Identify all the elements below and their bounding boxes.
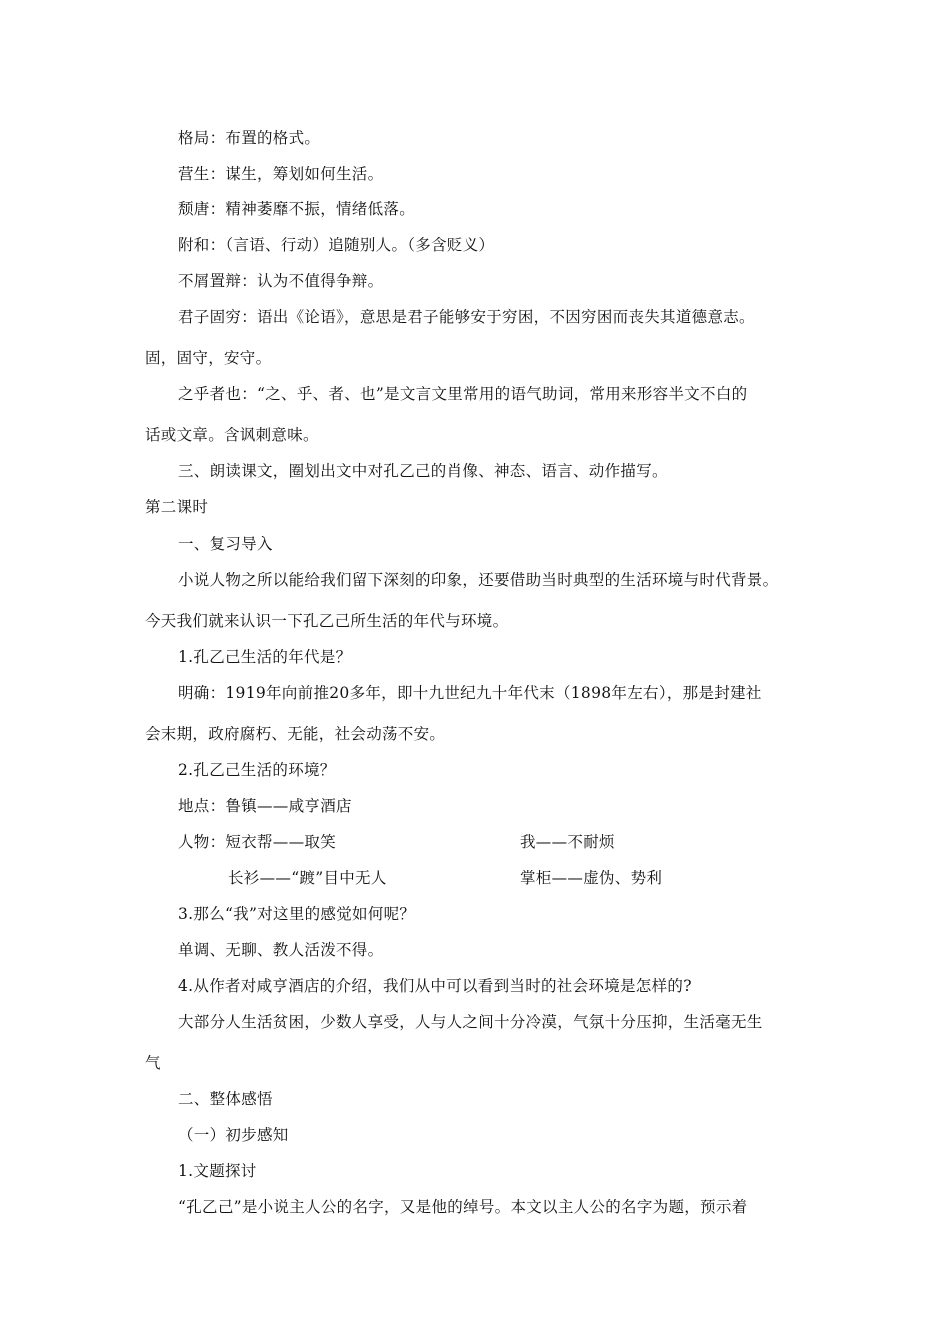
characters-shopkeeper: 掌柜——虚伪、势利: [520, 869, 663, 887]
answer-four: 大部分人生活贫困，少数人享受，人与人之间十分冷漠，气氛十分压抑，生活毫无生: [178, 1013, 763, 1031]
intro-paragraph-cont: 今天我们就来认识一下孔乙己所生活的年代与环境。: [145, 612, 509, 630]
characters-long-gown: 长衫——“踱”目中无人: [228, 869, 387, 887]
gloss-fuhe: 附和：（言语、行动）追随别人。（多含贬义）: [178, 236, 495, 254]
gloss-yingsheng: 营生：谋生，筹划如何生活。: [178, 165, 384, 183]
subsection-initial-perception: （一）初步感知: [178, 1126, 289, 1144]
question-four: 4.从作者对咸亨酒店的介绍，我们从中可以看到当时的社会环境是怎样的?: [178, 977, 692, 995]
question-three: 3.那么“我”对这里的感觉如何呢？: [178, 905, 416, 923]
answer-four-cont: 气: [145, 1054, 161, 1072]
question-one: 1.孔乙己生活的年代是？: [178, 648, 352, 666]
answer-one-cont: 会末期，政府腐朽、无能，社会动荡不安。: [145, 725, 446, 743]
section-review-intro: 一、复习导入: [178, 535, 273, 553]
intro-paragraph: 小说人物之所以能给我们留下深刻的印象，还要借助当时典型的生活环境与时代背景。: [178, 571, 779, 589]
section-overall-perception: 二、整体感悟: [178, 1090, 273, 1108]
gloss-tuitang: 颓唐：精神萎靡不振，情绪低落。: [178, 200, 416, 218]
lesson-two-heading: 第二课时: [145, 498, 209, 516]
gloss-junzi-guqiong-cont: 固，固守，安守。: [145, 349, 272, 367]
characters-narrator: 我——不耐烦: [520, 833, 615, 851]
answer-three: 单调、无聊、教人活泼不得。: [178, 941, 384, 959]
title-discussion-paragraph: “孔乙己”是小说主人公的名字，又是他的绰号。本文以主人公的名字为题，预示着: [178, 1198, 748, 1216]
question-two: 2.孔乙己生活的环境？: [178, 761, 336, 779]
title-discussion-heading: 1.文题探讨: [178, 1162, 257, 1180]
gloss-geju: 格局：布置的格式。: [178, 129, 321, 147]
gloss-zhihuzheye: 之乎者也：“之、乎、者、也”是文言文里常用的语气助词，常用来形容半文不白的: [178, 385, 748, 403]
gloss-zhihuzheye-cont: 话或文章。含讽刺意味。: [145, 426, 319, 444]
step-three-reading: 三、朗读课文，圈划出文中对孔乙己的肖像、神态、语言、动作描写。: [178, 462, 668, 480]
characters-short-coat: 人物：短衣帮——取笑: [178, 833, 337, 851]
gloss-buxie-zhibian: 不屑置辩：认为不值得争辩。: [178, 272, 384, 290]
gloss-junzi-guqiong: 君子固穷：语出《论语》，意思是君子能够安于穷困，不因穷困而丧失其道德意志。: [178, 308, 755, 326]
answer-one: 明确：1919年向前推20多年，即十九世纪九十年代末（1898年左右），那是封建社: [178, 684, 762, 702]
location-line: 地点：鲁镇——咸亨酒店: [178, 797, 352, 815]
